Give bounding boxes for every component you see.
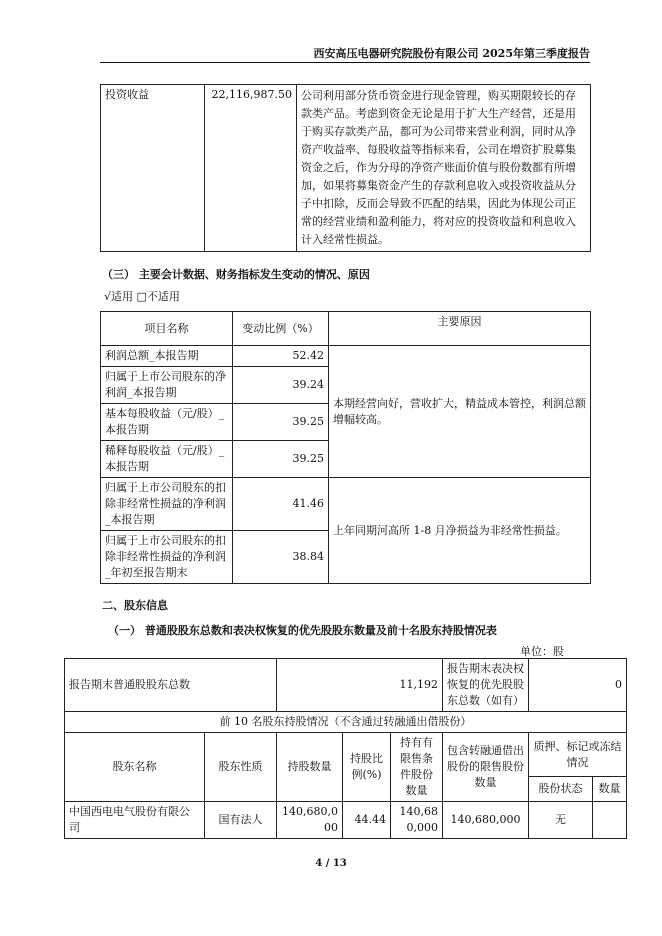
- shareholder-name: 中国西电电气股份有限公司: [65, 802, 205, 839]
- shareholder-nature: 国有法人: [205, 802, 277, 839]
- row-ratio: 38.84: [233, 531, 329, 584]
- pref-label: 报告期末表决权恢复的优先股股东总数（如有）: [443, 659, 529, 712]
- pref-value: 0: [529, 659, 627, 712]
- header-restricted: 持有有限售条件股份数量: [391, 733, 443, 802]
- row-item: 归属于上市公司股东的扣除非经常性损益的净利润_年初至报告期末: [101, 531, 233, 584]
- table-header-row: [65, 733, 627, 777]
- header-pledge: 质押、标记或冻结情况: [529, 733, 627, 777]
- table-header-row: [101, 312, 591, 346]
- shareholder-status: 无: [529, 802, 593, 839]
- table-row: [101, 85, 591, 252]
- shareholder-qty: [593, 802, 627, 839]
- header-reason: 主要原因: [329, 312, 591, 346]
- section-title: （三） 主要会计数据、财务指标发生变动的情况、原因: [102, 268, 370, 281]
- row-item: 利润总额_本报告期: [101, 346, 233, 367]
- row-item: 稀释每股收益（元/股）_本报告期: [101, 441, 233, 478]
- row-ratio: 39.24: [233, 367, 329, 404]
- row-item: 归属于上市公司股东的扣除非经常性损益的净利润_本报告期: [101, 478, 233, 531]
- shareholder-lent: 140,680,000: [443, 802, 529, 839]
- total-value: 11,192: [277, 659, 443, 712]
- total-label: 报告期末普通股股东总数: [65, 659, 277, 712]
- top10-caption: 前 10 名股东持股情况（不含通过转融通出借股份）: [65, 712, 627, 733]
- table-row: [101, 478, 591, 531]
- item-cell: 投资收益: [101, 85, 205, 252]
- reason-cell-1: 本期经营向好，营收扩大，精益成本管控，利润总额增幅较高。: [329, 346, 591, 478]
- applicability-note: √适用 □不适用: [104, 290, 180, 303]
- header-status: 股份状态: [529, 777, 593, 802]
- row-ratio: 41.46: [233, 478, 329, 531]
- header-nature: 股东性质: [205, 733, 277, 802]
- table-row: [65, 659, 627, 712]
- shareholder-ratio: 44.44: [343, 802, 391, 839]
- reason-cell-2: 上年同期河高所 1-8 月净损益为非经常性损益。: [329, 478, 591, 584]
- table-row: [65, 712, 627, 733]
- header-name: 股东名称: [65, 733, 205, 802]
- page-number: 4 / 13: [315, 858, 347, 869]
- shareholder-restricted: 140,680,000: [391, 802, 443, 839]
- change-reason-table: [100, 311, 591, 584]
- investment-income-table: [100, 84, 591, 252]
- header-item: 项目名称: [101, 312, 233, 346]
- row-item: 基本每股收益（元/股）_本报告期: [101, 404, 233, 441]
- row-ratio: 39.25: [233, 404, 329, 441]
- row-item: 归属于上市公司股东的净利润_本报告期: [101, 367, 233, 404]
- shareholder-table: [64, 658, 627, 839]
- header-ratio: 持股比例(%): [343, 733, 391, 802]
- header-qty: 数量: [593, 777, 627, 802]
- header-ratio: 变动比例（%）: [233, 312, 329, 346]
- unit-note: 单位：股: [520, 645, 564, 658]
- header-rule: [100, 62, 590, 63]
- shareholder-shares: 140,680,000: [277, 802, 343, 839]
- amount-cell: 22,116,987.50: [205, 85, 297, 252]
- table-row: [101, 346, 591, 367]
- section-title: 二、股东信息: [102, 599, 168, 612]
- reason-cell: 公司利用部分货币资金进行现金管理，购买期限较长的存款类产品。考虑到资金无论是用于扩大生产经营，还是用于购买存款类产品，都可为公司带来营业利润，同时从净资产收益率、每股收益等指标来看，公司在增资扩股募集资金之后，作为分母的净资产账面价值与股份数都有所增加，如果将募集资金产生的存款利息收入或投资收益从分子中扣除，反而会导致不匹配的结果，因此为体现公司正常的经营业绩和盈利能力，将对应的投资收益和利息收入计入经常性损益。: [297, 85, 591, 252]
- page-header: 西安高压电器研究院股份有限公司 2025年第三季度报告: [313, 47, 590, 60]
- subsection-title: （一） 普通股股东总数和表决权恢复的优先股股东数量及前十名股东持股情况表: [108, 624, 497, 637]
- header-lent: 包含转融通借出股份的限售股份数量: [443, 733, 529, 802]
- row-ratio: 52.42: [233, 346, 329, 367]
- header-shares: 持股数量: [277, 733, 343, 802]
- table-row: [65, 802, 627, 839]
- row-ratio: 39.25: [233, 441, 329, 478]
